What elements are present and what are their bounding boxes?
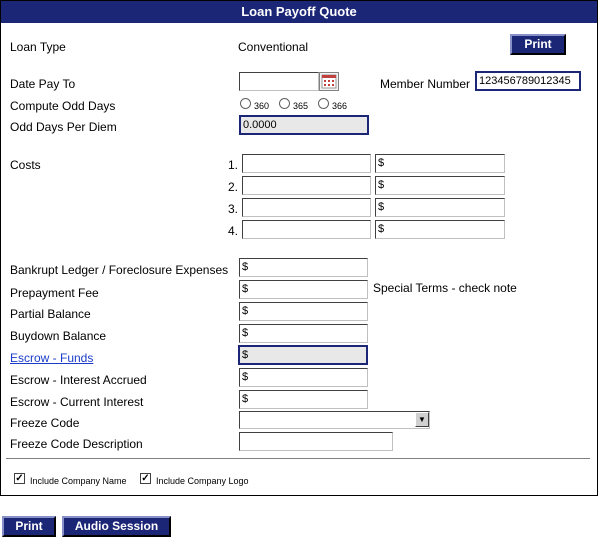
bankrupt-label: Bankrupt Ledger / Foreclosure Expenses <box>10 263 229 277</box>
prepayment-fee-input[interactable]: $ <box>239 280 368 299</box>
include-company-logo-checkbox[interactable]: ✓ <box>141 473 150 484</box>
escrow-interest-accrued-input[interactable]: $ <box>239 368 368 387</box>
calendar-icon[interactable] <box>319 72 339 91</box>
include-company-name-label: Include Company Name <box>30 476 127 486</box>
escrow-funds-field: $ <box>238 345 368 365</box>
cost-description-input[interactable] <box>242 198 371 217</box>
escrow-funds-link[interactable]: Escrow - Funds <box>10 351 94 365</box>
cost-row-number: 3. <box>228 202 239 216</box>
member-number-field[interactable]: 123456789012345 <box>475 71 581 91</box>
divider <box>6 458 590 459</box>
loan-type-label: Loan Type <box>10 40 66 54</box>
special-terms-note: Special Terms - check note <box>373 281 517 295</box>
odd-days-365-label: 365 <box>293 101 309 111</box>
page-title: Loan Payoff Quote <box>1 1 597 23</box>
cost-description-input[interactable] <box>242 176 371 195</box>
cost-amount-input[interactable]: $ <box>375 220 505 239</box>
freeze-code-label: Freeze Code <box>10 416 80 430</box>
escrow-interest-accrued-label: Escrow - Interest Accrued <box>10 373 147 387</box>
cost-amount-input[interactable]: $ <box>375 154 505 173</box>
freeze-code-select[interactable] <box>239 411 430 429</box>
odd-days-360-radio[interactable] <box>240 98 251 109</box>
odd-days-per-diem-field: 0.0000 <box>239 115 369 135</box>
odd-days-365-radio[interactable] <box>279 98 290 109</box>
odd-days-366-label: 366 <box>332 101 348 111</box>
odd-days-366-radio[interactable] <box>318 98 329 109</box>
print-button-top[interactable]: Print <box>510 34 566 55</box>
cost-description-input[interactable] <box>242 220 371 239</box>
date-pay-to-input[interactable] <box>239 72 319 91</box>
freeze-code-description-input[interactable] <box>239 432 393 451</box>
odd-days-360-label: 360 <box>254 101 270 111</box>
loan-type-value: Conventional <box>238 40 309 54</box>
chevron-down-icon[interactable]: ▼ <box>415 412 429 427</box>
odd-days-per-diem-label: Odd Days Per Diem <box>10 120 117 134</box>
audio-session-button[interactable]: Audio Session <box>62 516 171 537</box>
cost-row-number: 1. <box>228 158 239 172</box>
escrow-current-interest-label: Escrow - Current Interest <box>10 395 144 409</box>
compute-odd-days-label: Compute Odd Days <box>10 99 116 113</box>
escrow-current-interest-input[interactable]: $ <box>239 390 368 409</box>
partial-balance-label: Partial Balance <box>10 307 91 321</box>
member-number-label: Member Number <box>380 77 471 91</box>
cost-amount-input[interactable]: $ <box>375 176 505 195</box>
cost-amount-input[interactable]: $ <box>375 198 505 217</box>
prepayment-fee-label: Prepayment Fee <box>10 286 99 300</box>
costs-label: Costs <box>10 158 41 172</box>
buydown-balance-label: Buydown Balance <box>10 329 107 343</box>
date-pay-to-label: Date Pay To <box>10 77 76 91</box>
cost-description-input[interactable] <box>242 154 371 173</box>
include-company-logo-label: Include Company Logo <box>156 476 249 486</box>
partial-balance-input[interactable]: $ <box>239 302 368 321</box>
cost-row-number: 4. <box>228 224 239 238</box>
buydown-balance-input[interactable]: $ <box>239 324 368 343</box>
bankrupt-input[interactable]: $ <box>239 258 368 277</box>
include-company-name-checkbox[interactable]: ✓ <box>15 473 24 484</box>
cost-row-number: 2. <box>228 180 239 194</box>
print-button[interactable]: Print <box>2 516 56 537</box>
freeze-code-description-label: Freeze Code Description <box>10 437 143 451</box>
